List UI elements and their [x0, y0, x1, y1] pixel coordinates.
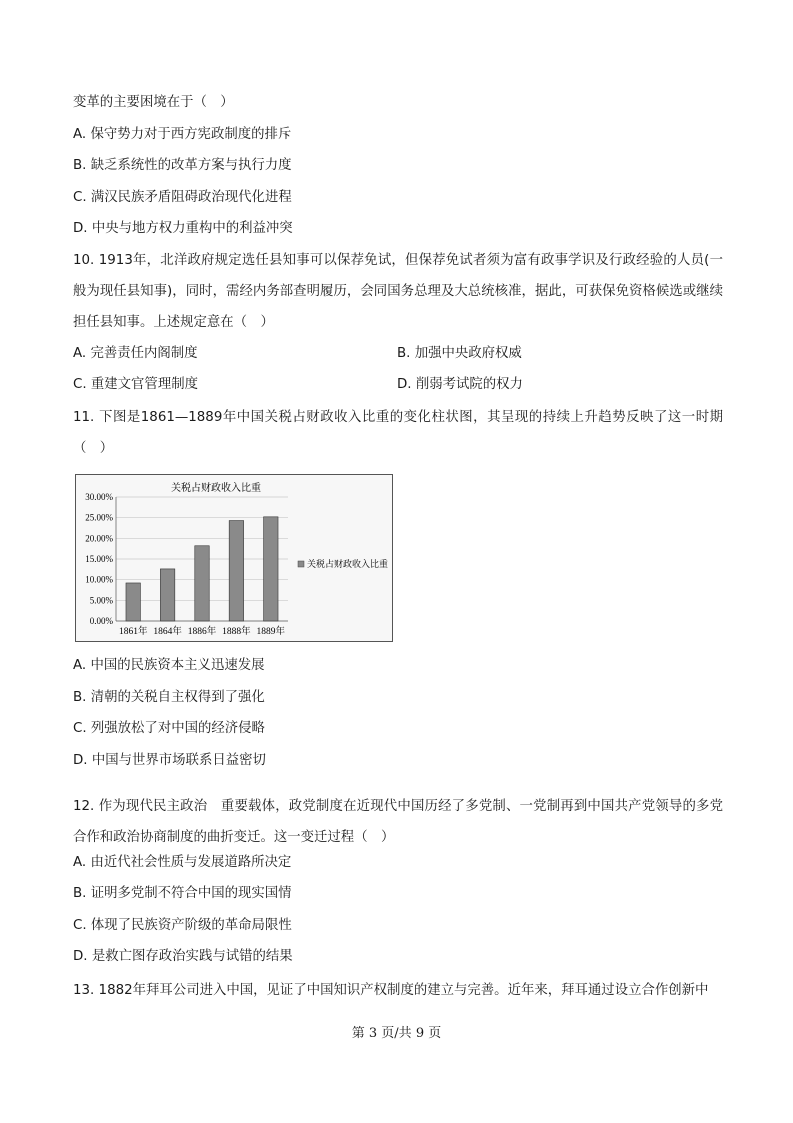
y-tick-label: 30.00% — [85, 492, 113, 502]
q9-option-a: A. 保守势力对于西方宪政制度的排斥 — [73, 127, 292, 142]
x-tick-label: 1886年 — [187, 627, 217, 637]
q10-option-b: B. 加强中央政府权威 — [397, 346, 522, 361]
q11-stem: 11. 下图是1861—1889年中国关税占财政收入比重的变化柱状图，其呈现的持续上升趋势反映了这一时期（ ） — [73, 410, 723, 456]
chart-title: 关税占财政收入比重 — [171, 483, 261, 494]
y-tick-label: 10.00% — [85, 574, 113, 585]
bar — [195, 546, 209, 621]
y-tick-label: 5.00% — [89, 595, 113, 606]
x-axis-tick-labels — [119, 625, 286, 637]
q10-option-c: C. 重建文官管理制度 — [73, 377, 198, 392]
legend-label: 关税占财政收入比重 — [307, 559, 389, 569]
y-tick-label: 20.00% — [85, 533, 113, 544]
bar — [264, 517, 278, 621]
bar — [229, 521, 243, 621]
x-tick-label: 1888年 — [222, 627, 251, 637]
q13-stem: 13. 1882年拜耳公司进入中国，见证了中国知识产权制度的建立与完善。近年来，拜耳通过设立合作创新中 — [73, 983, 709, 998]
y-tick-label: 0.00% — [89, 616, 113, 626]
page-number-footer: 第 3 页/共 9 页 — [351, 1026, 442, 1041]
q10-stem: 10. 1913年，北洋政府规定选任县知事可以保荐免试，但保荐免试者须为富有政事学识及行政经验的人员(一般为现任县知事)，同时，需经内务部查明履历，会同国务总理及大总统核准，据此，可获保免资格候选或继续担任县知事。上述规定意在（ ） — [73, 253, 723, 330]
q11-option-a: A. 中国的民族资本主义迅速发展 — [73, 658, 265, 673]
q11-option-c: C. 列强放松了对中国的经济侵略 — [73, 721, 265, 736]
y-tick-label: 25.00% — [85, 512, 113, 523]
q9-option-c: C. 满汉民族矛盾阻碍政治现代化进程 — [73, 190, 292, 205]
q12-stem: 12. 作为现代民主政治 重要载体，政党制度在近现代中国历经了多党制、一党制再到中国共产党领导的多党合作和政治协商制度的曲折变迁。这一变迁过程（ ） — [73, 799, 723, 845]
q9-option-b: B. 缺乏系统性的改革方案与执行力度 — [73, 158, 292, 173]
x-tick-label: 1889年 — [256, 627, 286, 637]
q12-option-c: C. 体现了民族资产阶级的革命局限性 — [73, 918, 292, 933]
q12-option-a: A. 由近代社会性质与发展道路所决定 — [73, 855, 292, 870]
x-tick-label: 1861年 — [118, 627, 148, 637]
bar — [160, 569, 174, 621]
q11-option-b: B. 清朝的关税自主权得到了强化 — [73, 690, 265, 705]
bar — [126, 583, 140, 621]
q12-option-d: D. 是救亡图存政治实践与试错的结果 — [73, 949, 293, 964]
q9-stem-tail: 变革的主要困境在于（ ） — [73, 95, 234, 110]
bar-chart-svg — [76, 475, 392, 641]
y-tick-label: 15.00% — [85, 554, 113, 564]
q10-option-a: A. 完善责任内阁制度 — [73, 346, 198, 361]
q11-option-d: D. 中国与世界市场联系日益密切 — [73, 753, 266, 768]
legend-swatch — [298, 561, 304, 567]
chart-legend — [298, 558, 388, 569]
tariff-share-chart — [75, 474, 393, 642]
x-tick-label: 1864年 — [153, 627, 182, 637]
q9-option-d: D. 中央与地方权力重构中的利益冲突 — [73, 221, 293, 236]
q12-option-b: B. 证明多党制不符合中国的现实国情 — [73, 886, 292, 901]
q10-option-d: D. 削弱考试院的权力 — [397, 377, 523, 392]
bars — [126, 517, 278, 621]
y-axis-tick-labels — [85, 492, 113, 626]
